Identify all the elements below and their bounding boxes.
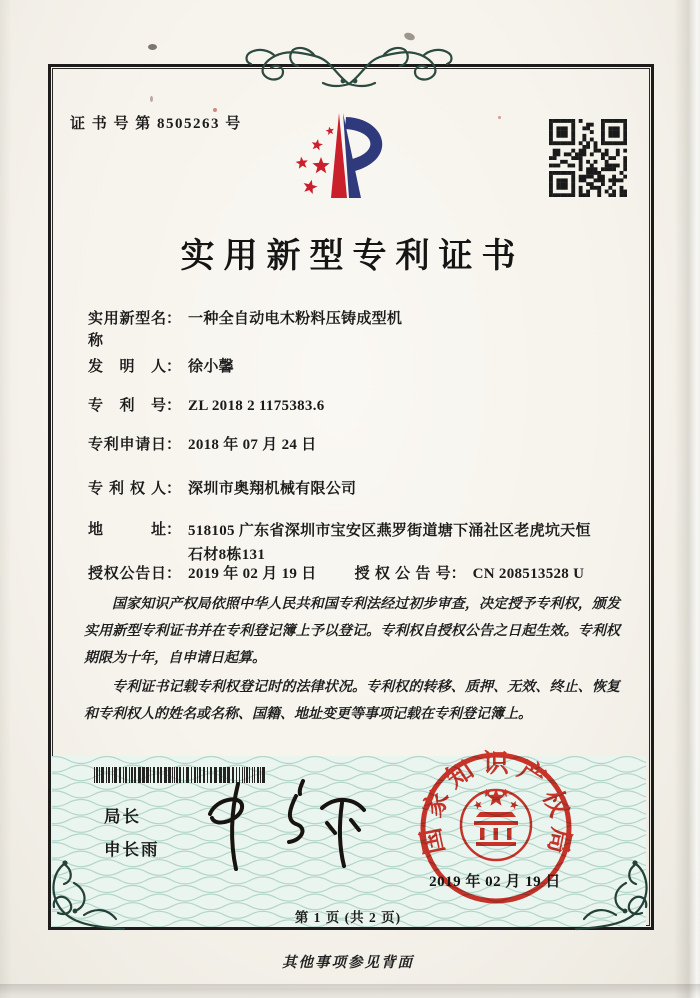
field-patentee: 专 利 权 人 ： 深圳市奥翔机械有限公司 xyxy=(88,478,356,500)
field-label: 授权公告日 xyxy=(88,566,166,582)
legal-paragraph: 专利证书记载专利权登记时的法律状况。专利权的转移、质押、无效、终止、恢复和专利权人的姓名或名称、国籍、地址变更等事项记载在专利登记簿上。 xyxy=(84,680,620,722)
field-utility-model-name: 实用新型名称 ： 一种全自动电木粉料压铸成型机 xyxy=(88,308,402,352)
qr-code-icon xyxy=(549,119,627,197)
seal-ring-text: 国家知识产权局 xyxy=(416,748,576,857)
back-side-note: 其他事项参见背面 xyxy=(282,955,414,971)
field-label: 授 权 公 告 号 xyxy=(354,566,451,582)
field-label: 发 明 人 xyxy=(88,359,166,375)
national-emblem-icon xyxy=(461,789,531,861)
scan-edge-bottom xyxy=(0,984,700,998)
field-value: 一种全自动电木粉料压铸成型机 xyxy=(188,311,403,327)
field-value: CN 208513528 U xyxy=(472,566,585,582)
page-number: 第 1 页 (共 2 页) xyxy=(294,910,402,925)
certificate-title: 实用新型专利证书 xyxy=(180,238,525,275)
certificate-number: 证 书 号 第 8505263 号 xyxy=(70,116,242,132)
signature-icon xyxy=(190,776,380,876)
field-inventor: 发 明 人 ： 徐小馨 xyxy=(88,356,234,378)
field-value: 2019 年 02 月 19 日 xyxy=(188,566,317,582)
commissioner-title: 局长 xyxy=(104,807,141,826)
field-label: 专 利 号 xyxy=(88,398,166,414)
field-value: 徐小馨 xyxy=(188,359,234,375)
field-patent-number: 专 利 号 ： ZL 2018 2 1175383.6 xyxy=(88,395,325,417)
field-label: 地 址 xyxy=(88,522,166,538)
scan-speck xyxy=(148,44,157,50)
field-label: 专 利 权 人 xyxy=(88,481,166,497)
field-address: 地 址 ： 518105 广东省深圳市宝安区燕罗街道塘下涌社区老虎坑天恒石材8栋131 xyxy=(88,519,606,567)
legal-paragraph: 国家知识产权局依照中华人民共和国专利法经过初步审查，决定授予专利权，颁发实用新型专利证书并在专利登记簿上予以登记。专利权自授权公告之日起生效。专利权期限为十年，自申请日起算。 xyxy=(84,597,620,666)
field-label: 专利申请日 xyxy=(88,437,166,453)
field-grant-row: 授权公告日 ： 2019 年 02 月 19 日 授 权 公 告 号 ： CN 208513528 U xyxy=(88,563,584,585)
scan-speck xyxy=(213,108,217,112)
field-value: 深圳市奥翔机械有限公司 xyxy=(188,481,357,497)
field-filing-date: 专利申请日 ： 2018 年 07 月 24 日 xyxy=(88,434,317,456)
field-value: ZL 2018 2 1175383.6 xyxy=(188,398,325,414)
commissioner-name: 申长雨 xyxy=(104,840,160,859)
dragon-ornament-icon xyxy=(238,40,460,92)
svg-text:国家知识产权局 xyxy=(416,749,576,857)
scan-speck xyxy=(150,96,153,102)
field-label: 实用新型名称 xyxy=(88,311,166,349)
field-value: 518105 广东省深圳市宝安区燕罗街道塘下涌社区老虎坑天恒石材8栋131 xyxy=(188,523,591,563)
scan-edge-left xyxy=(0,0,12,998)
scan-speck xyxy=(498,116,501,119)
cnipa-logo-icon xyxy=(283,108,413,204)
seal-date: 2019 年 02 月 19 日 xyxy=(429,874,561,890)
legal-text-block xyxy=(84,591,620,730)
scan-edge-right xyxy=(674,0,700,998)
field-value: 2018 年 07 月 24 日 xyxy=(188,437,317,453)
